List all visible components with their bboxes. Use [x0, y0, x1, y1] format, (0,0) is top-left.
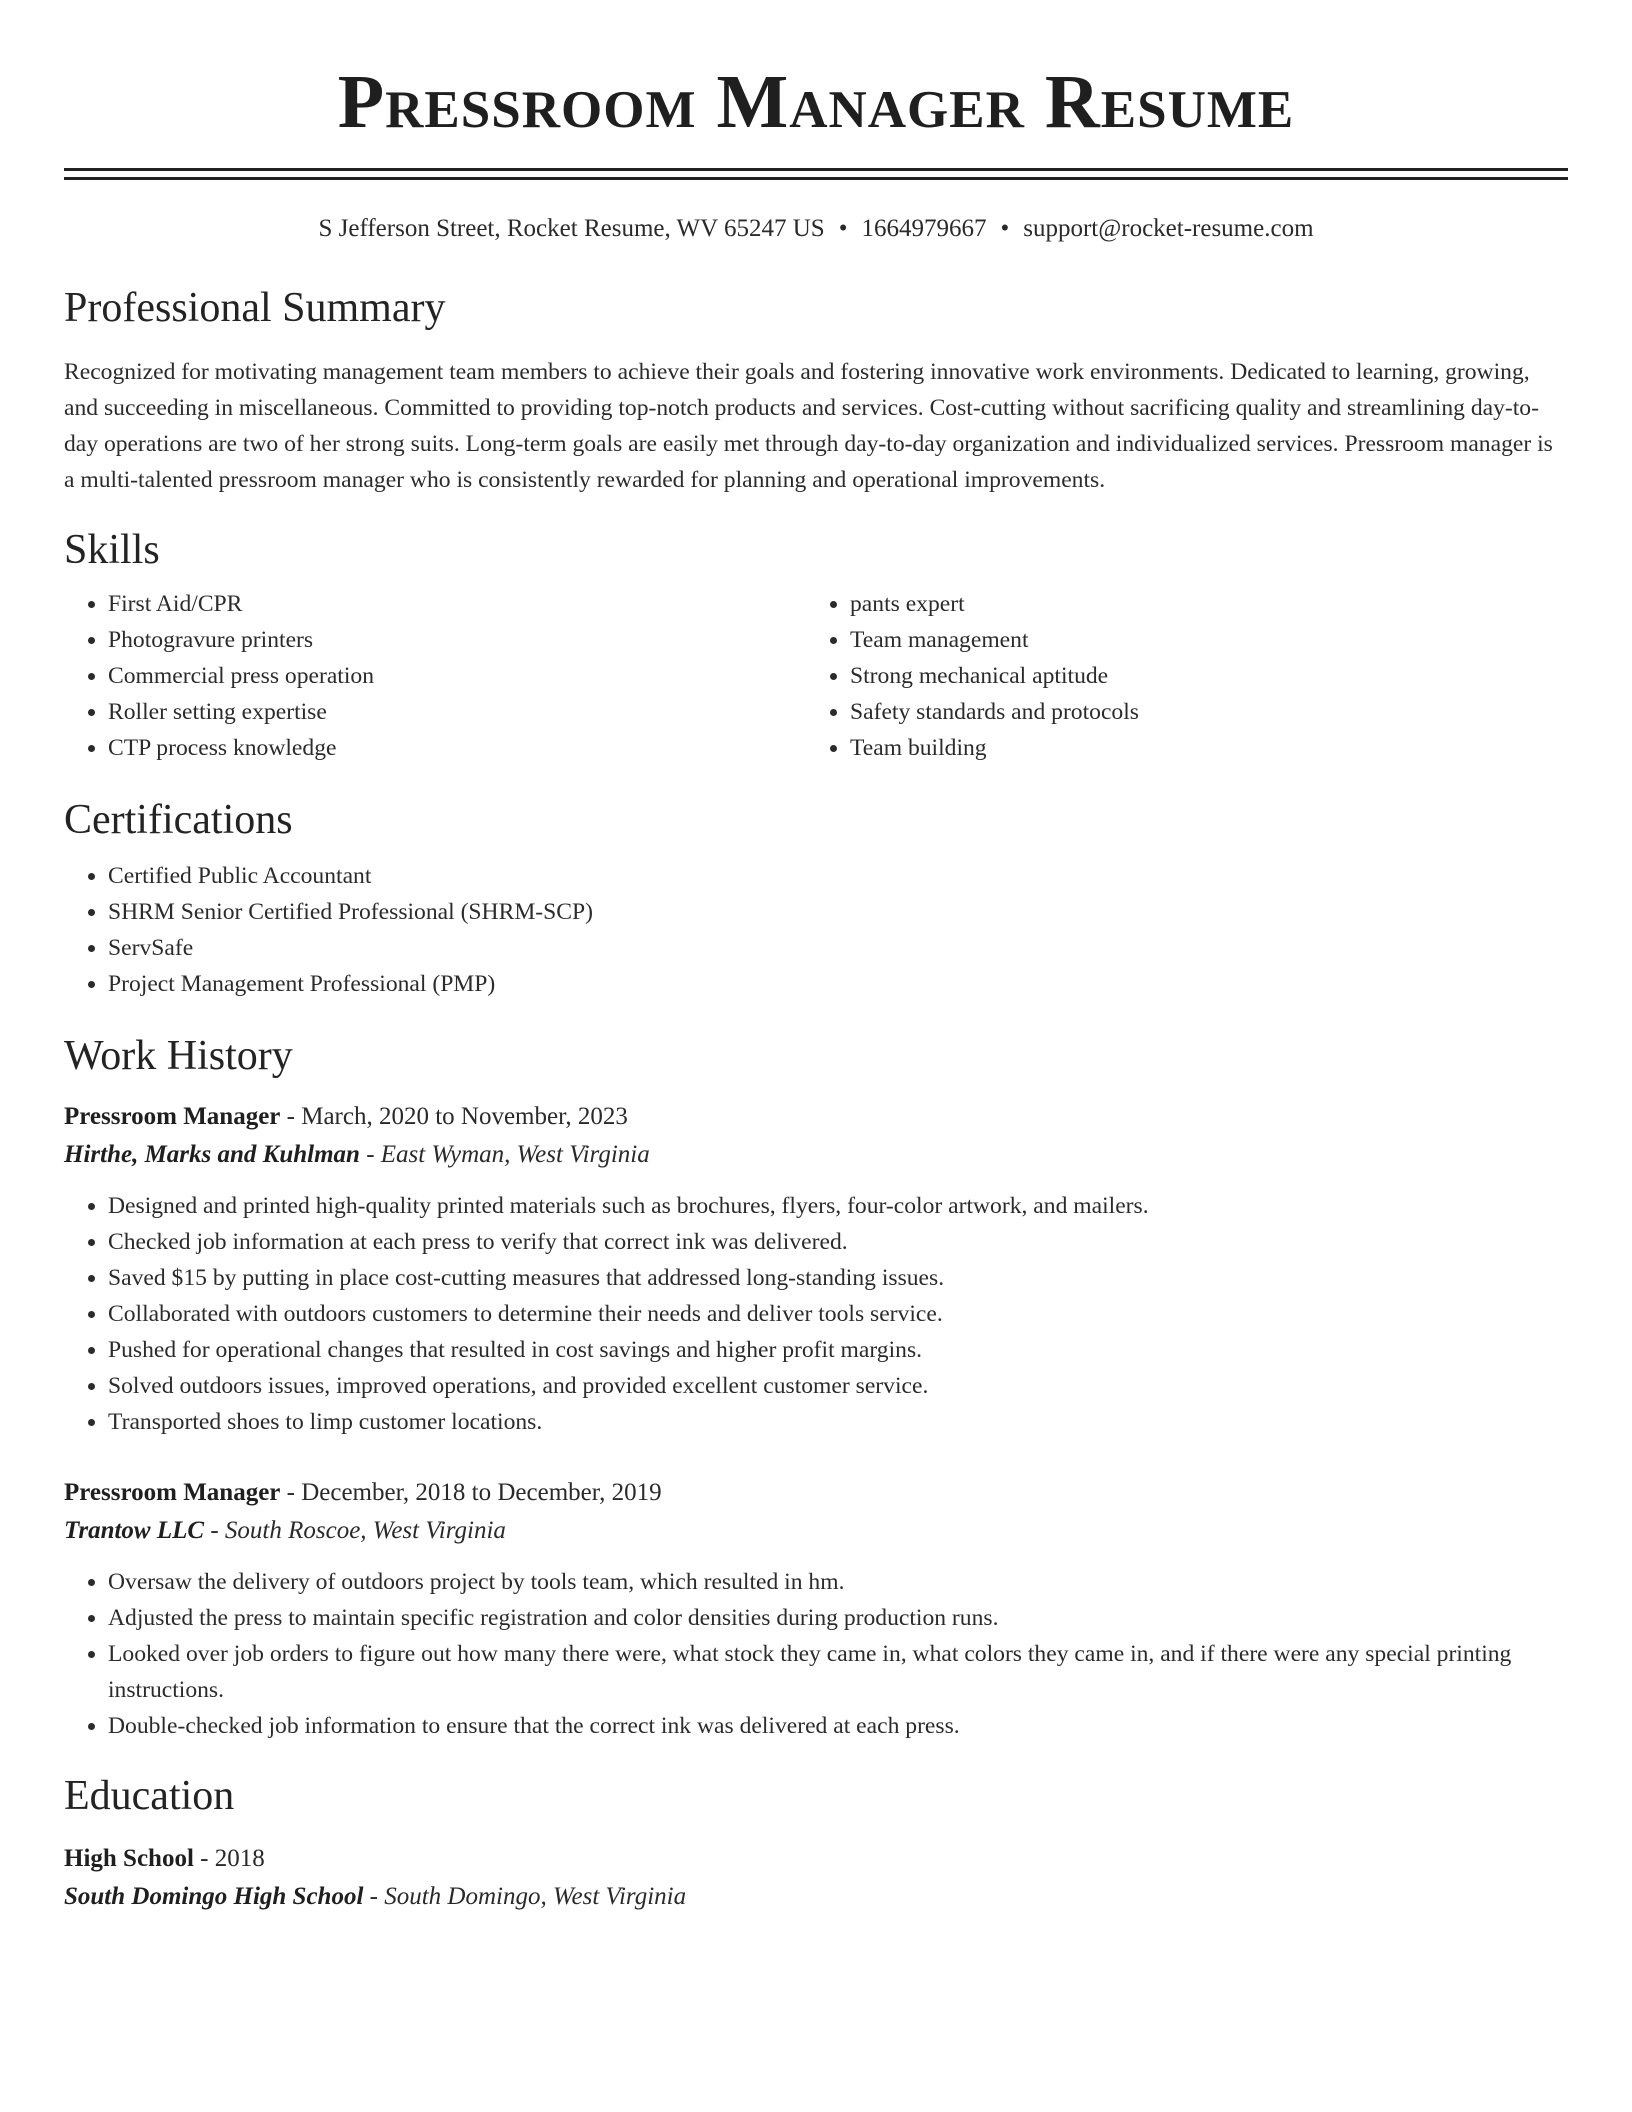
- job-duty: • Checked job information at each press to verify that correct ink was delivered.: [108, 1224, 1568, 1260]
- job-employer-line: [64, 1512, 1568, 1550]
- skill-item: • First Aid/CPR: [108, 586, 806, 622]
- skills-left-list: [64, 586, 806, 766]
- job-duties-list: [64, 1564, 1568, 1744]
- job-location: - South Roscoe, West Virginia: [204, 1517, 506, 1544]
- skill-item: • CTP process knowledge: [108, 730, 806, 766]
- summary-section: [64, 284, 1568, 498]
- education-entry: [64, 1840, 1568, 1916]
- education-header: [64, 1840, 1568, 1878]
- education-section: [64, 1772, 1568, 1916]
- job-location: - East Wyman, West Virginia: [359, 1141, 650, 1168]
- certification-item: • Certified Public Accountant: [108, 858, 1568, 894]
- summary-heading: Professional Summary: [64, 285, 446, 331]
- job-duty: • Collaborated with outdoors customers to determine their needs and deliver tools service.: [108, 1296, 1568, 1332]
- job-dates: - December, 2018 to December, 2019: [280, 1479, 662, 1506]
- education-school: South Domingo High School: [64, 1883, 364, 1910]
- contact-line: [64, 214, 1568, 244]
- education-year: - 2018: [193, 1845, 265, 1872]
- job-duty: • Oversaw the delivery of outdoors project by tools team, which resulted in hm.: [108, 1564, 1568, 1600]
- skill-item: • Safety standards and protocols: [850, 694, 1548, 730]
- job-duty: • Transported shoes to limp customer locations.: [108, 1404, 1568, 1440]
- skills-left-column: [64, 586, 806, 766]
- skills-heading: Skills: [64, 527, 160, 573]
- title-double-rule: [64, 168, 1568, 180]
- skill-item: • Team building: [850, 730, 1548, 766]
- job-duty: • Solved outdoors issues, improved operations, and provided excellent customer service.: [108, 1368, 1568, 1404]
- certifications-heading: Certifications: [64, 797, 293, 843]
- job-header: [64, 1474, 1568, 1512]
- job-employer-line: [64, 1136, 1568, 1174]
- education-heading: Education: [64, 1773, 235, 1819]
- certification-item: • ServSafe: [108, 930, 1568, 966]
- job-company: Hirthe, Marks and Kuhlman: [64, 1141, 360, 1168]
- education-location: - South Domingo, West Virginia: [363, 1883, 687, 1910]
- skills-right-column: [806, 586, 1548, 766]
- skills-section: [64, 526, 1568, 766]
- job-title: Pressroom Manager: [64, 1103, 281, 1130]
- resume-title: Pressroom Manager Resume: [337, 60, 1295, 144]
- job-title: Pressroom Manager: [64, 1479, 281, 1506]
- education-school-line: [64, 1878, 1568, 1916]
- certification-item: • SHRM Senior Certified Professional (SHRM-SCP): [108, 894, 1568, 930]
- job-duty: • Designed and printed high-quality printed materials such as brochures, flyers, four-color artwork, and mailers.: [108, 1188, 1568, 1224]
- job-duty: • Double-checked job information to ensure that the correct ink was delivered at each press.: [108, 1708, 1568, 1744]
- skills-right-list: [806, 586, 1548, 766]
- contact-phone: 1664979667: [861, 215, 987, 242]
- skill-item: • Commercial press operation: [108, 658, 806, 694]
- job-duty: • Saved $15 by putting in place cost-cutting measures that addressed long-standing issues.: [108, 1260, 1568, 1296]
- contact-separator: •: [1000, 215, 1010, 242]
- work-history-section: [64, 1032, 1568, 1744]
- certification-item: • Project Management Professional (PMP): [108, 966, 1568, 1002]
- contact-email[interactable]: support@rocket-resume.com: [1023, 215, 1314, 242]
- job-duty: • Adjusted the press to maintain specific registration and color densities during production runs.: [108, 1600, 1568, 1636]
- certifications-section: [64, 796, 1568, 1002]
- summary-text: Recognized for motivating management team members to achieve their goals and fostering innovative work environments. Dedicated to learning, growing, and succeeding in miscellaneous. Committed to providing top-notch products and services. Cost-cutting without sacrificing quality and streamlining day-to-day operations are two of her strong suits. Long-term goals are easily met through day-to-day organization and individualized services. Pressroom manager is a multi-talented pressroom manager who is consistently rewarded for planning and operational improvements.: [64, 359, 1553, 493]
- job-duty: • Pushed for operational changes that resulted in cost savings and higher profit margins.: [108, 1332, 1568, 1368]
- education-degree: High School: [64, 1845, 194, 1872]
- certifications-list: [64, 858, 1568, 1002]
- job-dates: - March, 2020 to November, 2023: [280, 1103, 628, 1130]
- skill-item: • Photogravure printers: [108, 622, 806, 658]
- skills-columns: [64, 586, 1568, 766]
- work-history-heading: Work History: [64, 1033, 293, 1079]
- job-duties-list: [64, 1188, 1568, 1440]
- contact-separator: •: [838, 215, 848, 242]
- skill-item: • pants expert: [850, 586, 1548, 622]
- job-header: [64, 1098, 1568, 1136]
- job-company: Trantow LLC: [64, 1517, 205, 1544]
- job-duty: • Looked over job orders to figure out how many there were, what stock they came in, what colors they came in, and if there were any special printing instructions.: [108, 1636, 1568, 1708]
- contact-address: S Jefferson Street, Rocket Resume, WV 65247 US: [318, 215, 825, 242]
- skill-item: • Strong mechanical aptitude: [850, 658, 1548, 694]
- job-entry: [64, 1474, 1568, 1744]
- skill-item: • Team management: [850, 622, 1548, 658]
- skill-item: • Roller setting expertise: [108, 694, 806, 730]
- job-entry: [64, 1098, 1568, 1440]
